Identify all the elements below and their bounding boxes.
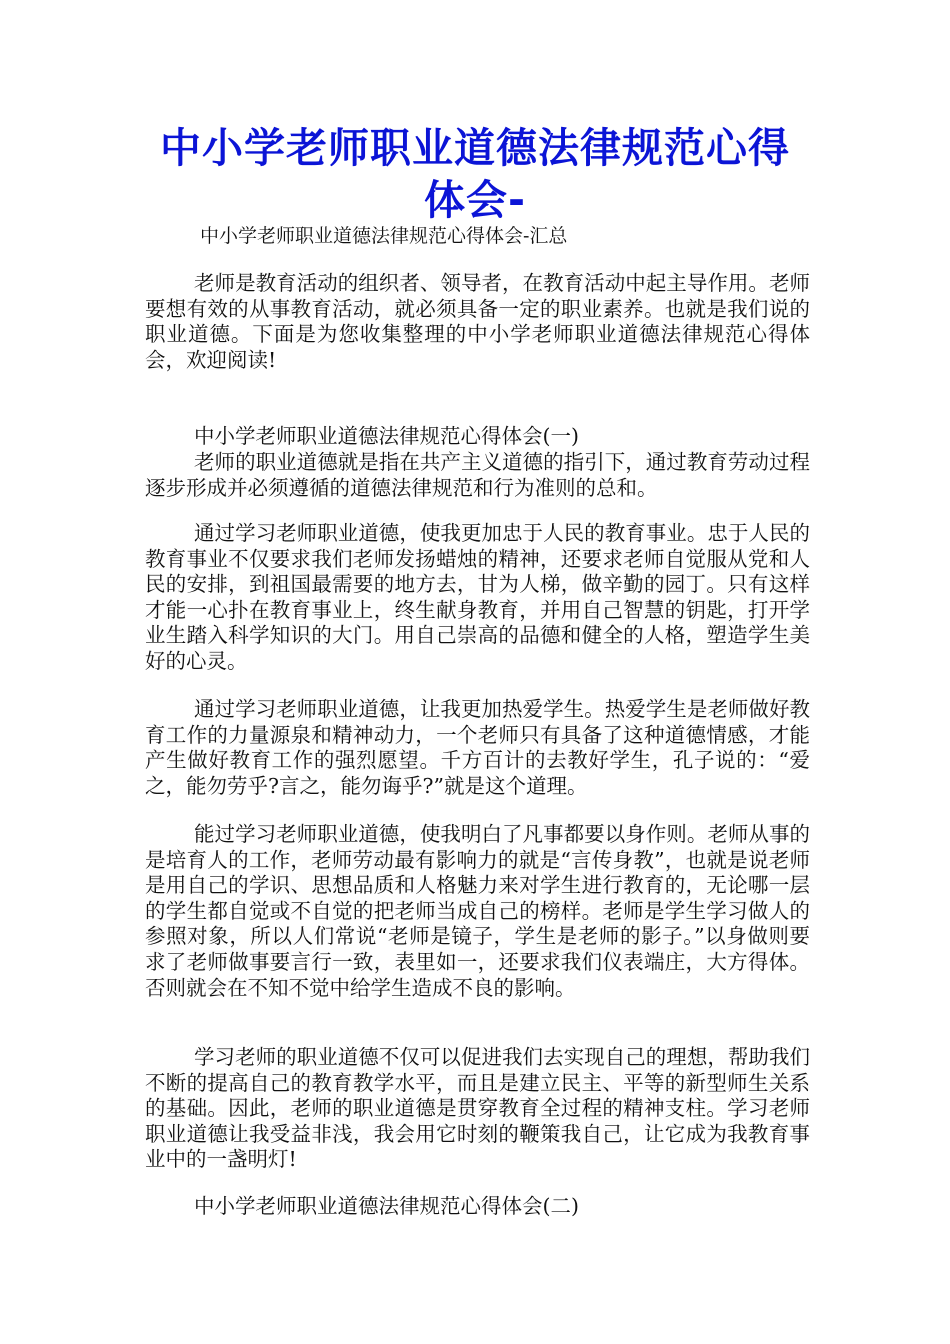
document-subtitle: 中小学老师职业道德法律规范心得体会-汇总 xyxy=(200,225,568,247)
document-title: 中小学老师职业道德法律规范心得体会- xyxy=(160,124,790,224)
body-paragraph: 学习老师的职业道德不仅可以促进我们去实现自己的理想，帮助我们不断的提高自己的教育教学水平，而且是建立民主、平等的新型师生关系的基础。因此，老师的职业道德是贯穿教育全过程的精神支柱。学习老师职业道德让我受益非浅，我会用它时刻的鞭策我自己，让它成为我教育事业中的一盏明灯! xyxy=(145,1045,810,1172)
section-heading-2: 中小学老师职业道德法律规范心得体会(二) xyxy=(194,1194,579,1218)
body-paragraph: 通过学习老师职业道德，让我更加热爱学生。热爱学生是老师做好教育工作的力量源泉和精神动力，一个老师只有具备了这种道德情感，才能产生做好教育工作的强烈愿望。千方百计的去教好学生，孔子说的：“爱之，能勿劳乎?言之，能勿诲乎?”就是这个道理。 xyxy=(145,697,810,798)
body-paragraph: 老师的职业道德就是指在共产主义道德的指引下，通过教育劳动过程逐步形成并必须遵循的道德法律规范和行为准则的总和。 xyxy=(145,450,810,500)
body-paragraph: 通过学习老师职业道德，使我更加忠于人民的教育事业。忠于人民的教育事业不仅要求我们老师发扬蜡烛的精神，还要求老师自觉服从党和人民的安排，到祖国最需要的地方去，甘为人梯，做辛勤的园丁。只有这样才能一心扑在教育事业上，终生献身教育，并用自己智慧的钥匙，打开学业生踏入科学知识的大门。用自己崇高的品德和健全的人格，塑造学生美好的心灵。 xyxy=(145,521,810,673)
intro-paragraph: 老师是教育活动的组织者、领导者，在教育活动中起主导作用。老师要想有效的从事教育活动，就必须具备一定的职业素养。也就是我们说的职业道德。下面是为您收集整理的中小学老师职业道德法律规范心得体会，欢迎阅读! xyxy=(145,271,810,372)
body-paragraph: 能过学习老师职业道德，使我明白了凡事都要以身作则。老师从事的是培育人的工作，老师劳动最有影响力的就是“言传身教”，也就是说老师是用自己的学识、思想品质和人格魅力来对学生进行教育的，无论哪一层的学生都自觉或不自觉的把老师当成自己的榜样。老师是学生学习做人的参照对象，所以人们常说“老师是镜子，学生是老师的影子。”以身做则要求了老师做事要言行一致，表里如一，还要求我们仪表端庄，大方得体。否则就会在不知不觉中给学生造成不良的影响。 xyxy=(145,822,810,1000)
section-heading-1: 中小学老师职业道德法律规范心得体会(一) xyxy=(194,424,579,448)
